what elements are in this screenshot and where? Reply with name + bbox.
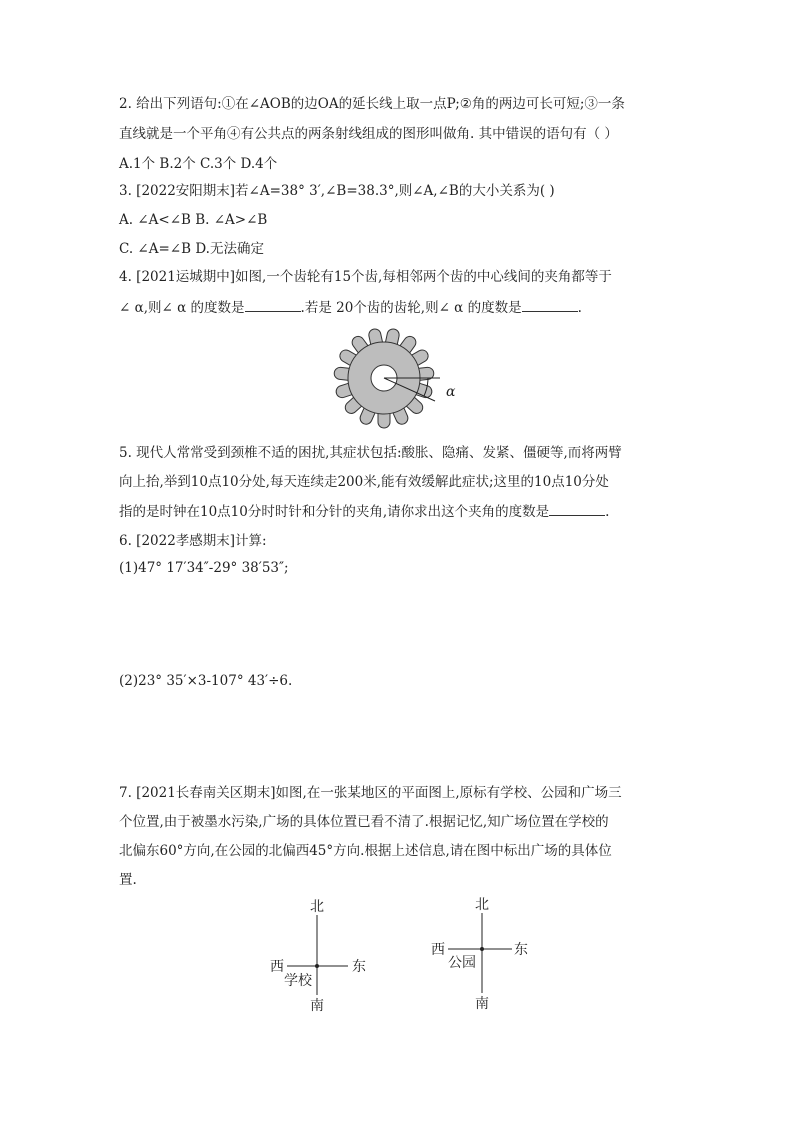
q4-line-2: [119, 297, 582, 318]
school-point: [315, 964, 319, 968]
south-label: 南: [310, 998, 324, 1014]
q5-line-3: [119, 501, 609, 522]
north-label: 北: [310, 899, 324, 915]
school-compass-diagram: [262, 893, 382, 1017]
q3-stem: 3. [2022安阳期末]若∠A=38° 3′,∠B=38.3°,则∠A,∠B的大小关系为( ): [119, 183, 555, 199]
q6-stem: 6. [2022孝感期末]计算:: [119, 533, 267, 549]
park-compass-diagram: [428, 893, 548, 1017]
park-label: 公园: [448, 955, 476, 971]
west-label: 西: [270, 959, 284, 975]
west-label: 西: [431, 942, 445, 958]
gear-figure: [330, 326, 470, 430]
q5-line-2: 向上抬,举到10点10分处,每天连续走200米,能有效缓解此症状;这里的10点10分处: [119, 474, 609, 490]
q2-options: A.1个 B.2个 C.3个 D.4个: [119, 156, 278, 172]
q4-line-2-part-c: .: [577, 300, 582, 316]
answer-blank: [522, 297, 578, 312]
q7-line-1: 7. [2021长春南关区期末]如图,在一张某地区的平面图上,原标有学校、公园和广场三: [119, 785, 622, 801]
q2-line-1: 2. 给出下列语句:①在∠AOB的边OA的延长线上取一点P;②角的两边可长可短;③一条: [119, 96, 625, 112]
q4-line-2-part-a: ∠ α,则∠ α 的度数是: [119, 300, 245, 316]
q6-part-2: (2)23° 35′×3-107° 43′÷6.: [119, 673, 293, 689]
school-label: 学校: [284, 973, 312, 989]
q7-line-2: 个位置,由于被墨水污染,广场的具体位置已看不清了.根据记忆,知广场位置在学校的: [119, 814, 609, 830]
q5-line-3-end: .: [605, 504, 610, 520]
q7-line-3: 北偏东60°方向,在公园的北偏西45°方向.根据上述信息,请在图中标出广场的具体位: [119, 843, 612, 859]
q4-line-1: 4. [2021运城期中]如图,一个齿轮有15个齿,每相邻两个齿的中心线间的夹角都等于: [119, 269, 612, 285]
q3-options-ab: A. ∠A<∠B B. ∠A>∠B: [119, 212, 268, 228]
q5-line-3-text: 指的是时钟在10点10分时时针和分针的夹角,请你求出这个夹角的度数是: [119, 504, 550, 520]
q6-part-1: (1)47° 17′34″-29° 38′53″;: [119, 560, 289, 576]
north-label: 北: [475, 897, 489, 913]
east-label: 东: [352, 959, 366, 975]
q5-line-1: 5. 现代人常常受到颈椎不适的困扰,其症状包括:酸胀、隐痛、发紧、僵硬等,而将两臂: [119, 445, 622, 461]
q7-line-4: 置.: [119, 872, 137, 888]
q4-line-2-part-b: .若是 20个齿的齿轮,则∠ α 的度数是: [300, 300, 522, 316]
answer-blank: [245, 297, 301, 312]
q3-options-cd: C. ∠A=∠B D.无法确定: [119, 241, 264, 257]
alpha-label: α: [446, 384, 456, 400]
south-label: 南: [475, 996, 489, 1012]
answer-blank: [549, 501, 605, 516]
q2-line-2: 直线就是一个平角④有公共点的两条射线组成的图形叫做角. 其中错误的语句有（ ）: [119, 126, 618, 142]
east-label: 东: [514, 942, 528, 958]
park-point: [480, 947, 484, 951]
